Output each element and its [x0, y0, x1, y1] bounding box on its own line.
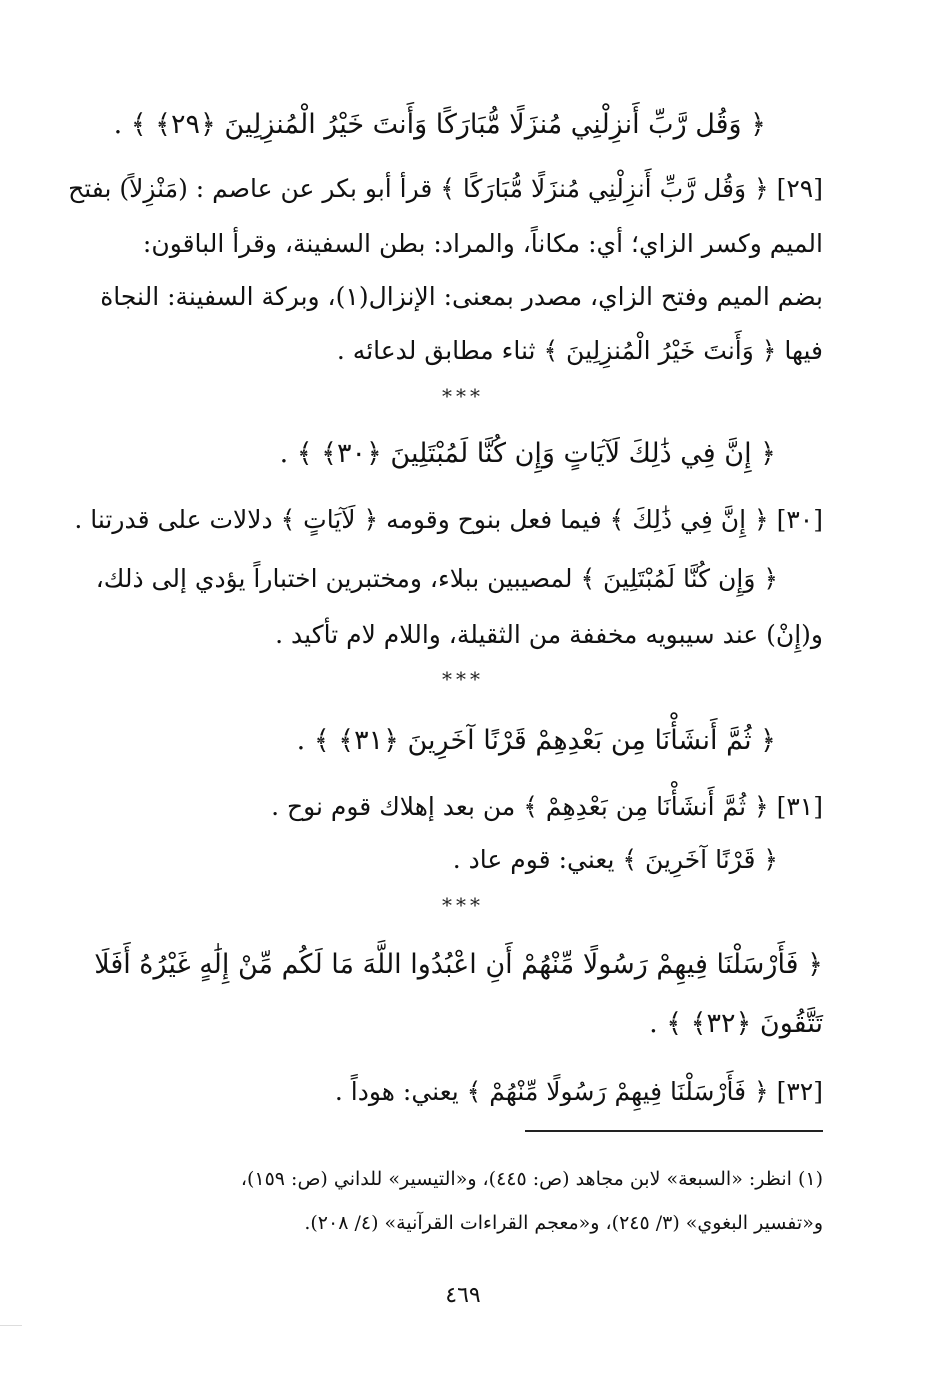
footnote-divider	[525, 1130, 823, 1132]
commentary-30-line-3: و(إِنْ) عند سيبويه مخففة من الثقيلة، واللام لام تأكيد .	[275, 620, 823, 649]
verse-29: ﴿ وَقُل رَّبِّ أَنزِلْنِي مُنزَلًا مُّبَارَكًا وَأَنتَ خَيْرُ الْمُنزِلِينَ ﴿٢٩﴾ ﴾ .	[113, 109, 766, 140]
verse-31: ﴿ ثُمَّ أَنشَأْنَا مِن بَعْدِهِمْ قَرْنًا آخَرِينَ ﴿٣١﴾ ﴾ .	[296, 725, 776, 756]
verse-32-line-1: ﴿ فَأَرْسَلْنَا فِيهِمْ رَسُولًا مِّنْهُمْ أَنِ اعْبُدُوا اللَّهَ مَا لَكُم مِّنْ إِلَٰهٍ غَيْرُهُ أَفَلَا	[94, 949, 823, 980]
section-separator-2: ***	[442, 667, 484, 691]
commentary-29-line-2: الميم وكسر الزاي؛ أي: مكاناً، والمراد: بطن السفينة، وقرأ الباقون:	[142, 229, 823, 258]
section-separator-3: ***	[442, 893, 484, 917]
footnote-line-2: و«تفسير البغوي» (٣/ ٢٤٥)، و«معجم القراءات القرآنية» (٤/ ٢٠٨).	[304, 1212, 823, 1234]
section-separator-1: ***	[442, 384, 484, 408]
commentary-31-line-1: [٣١] ﴿ ثُمَّ أَنشَأْنَا مِن بَعْدِهِمْ ﴾ من بعد إهلاك قوم نوح .	[271, 792, 823, 821]
footnote-line-1: (١) انظر: «السبعة» لابن مجاهد (ص: ٤٤٥)، و«التيسير» للداني (ص: ١٥٩)،	[240, 1168, 823, 1190]
commentary-30-line-2: ﴿ وَإِن كُنَّا لَمُبْتَلِينَ ﴾ لمصيبين ببلاء، ومختبرين اختباراً يؤدي إلى ذلك،	[95, 564, 778, 593]
commentary-29-line-4: فيها ﴿ وَأَنتَ خَيْرُ الْمُنزِلِينَ ﴾ ثناء مطابق لدعائه .	[336, 336, 823, 365]
commentary-29-line-3: بضم الميم وفتح الزاي، مصدر بمعنى: الإنزال(١)، وبركة السفينة: النجاة	[100, 282, 823, 311]
page-number: ٤٦٩	[445, 1283, 481, 1308]
verse-32-line-2: تَتَّقُونَ ﴿٣٢﴾ ﴾ .	[649, 1008, 823, 1039]
commentary-31-line-2: ﴿ قَرْنًا آخَرِينَ ﴾ يعني: قوم عاد .	[452, 845, 778, 874]
commentary-32-line-1: [٣٢] ﴿ فَأَرْسَلْنَا فِيهِمْ رَسُولًا مِّنْهُمْ ﴾ يعني: هوداً .	[334, 1077, 823, 1106]
verse-30: ﴿ إِنَّ فِي ذَٰلِكَ لَآيَاتٍ وَإِن كُنَّا لَمُبْتَلِينَ ﴿٣٠﴾ ﴾ .	[279, 438, 776, 469]
margin-mark	[0, 1325, 22, 1348]
commentary-30-line-1: [٣٠] ﴿ إِنَّ فِي ذَٰلِكَ ﴾ فيما فعل بنوح وقومه ﴿ لَآيَاتٍ ﴾ دلالات على قدرتنا .	[74, 505, 823, 534]
commentary-29-line-1: [٢٩] ﴿ وَقُل رَّبِّ أَنزِلْنِي مُنزَلًا مُّبَارَكًا ﴾ قرأ أبو بكر عن عاصم : (مَنْزِلاً) بفتح	[68, 174, 823, 203]
